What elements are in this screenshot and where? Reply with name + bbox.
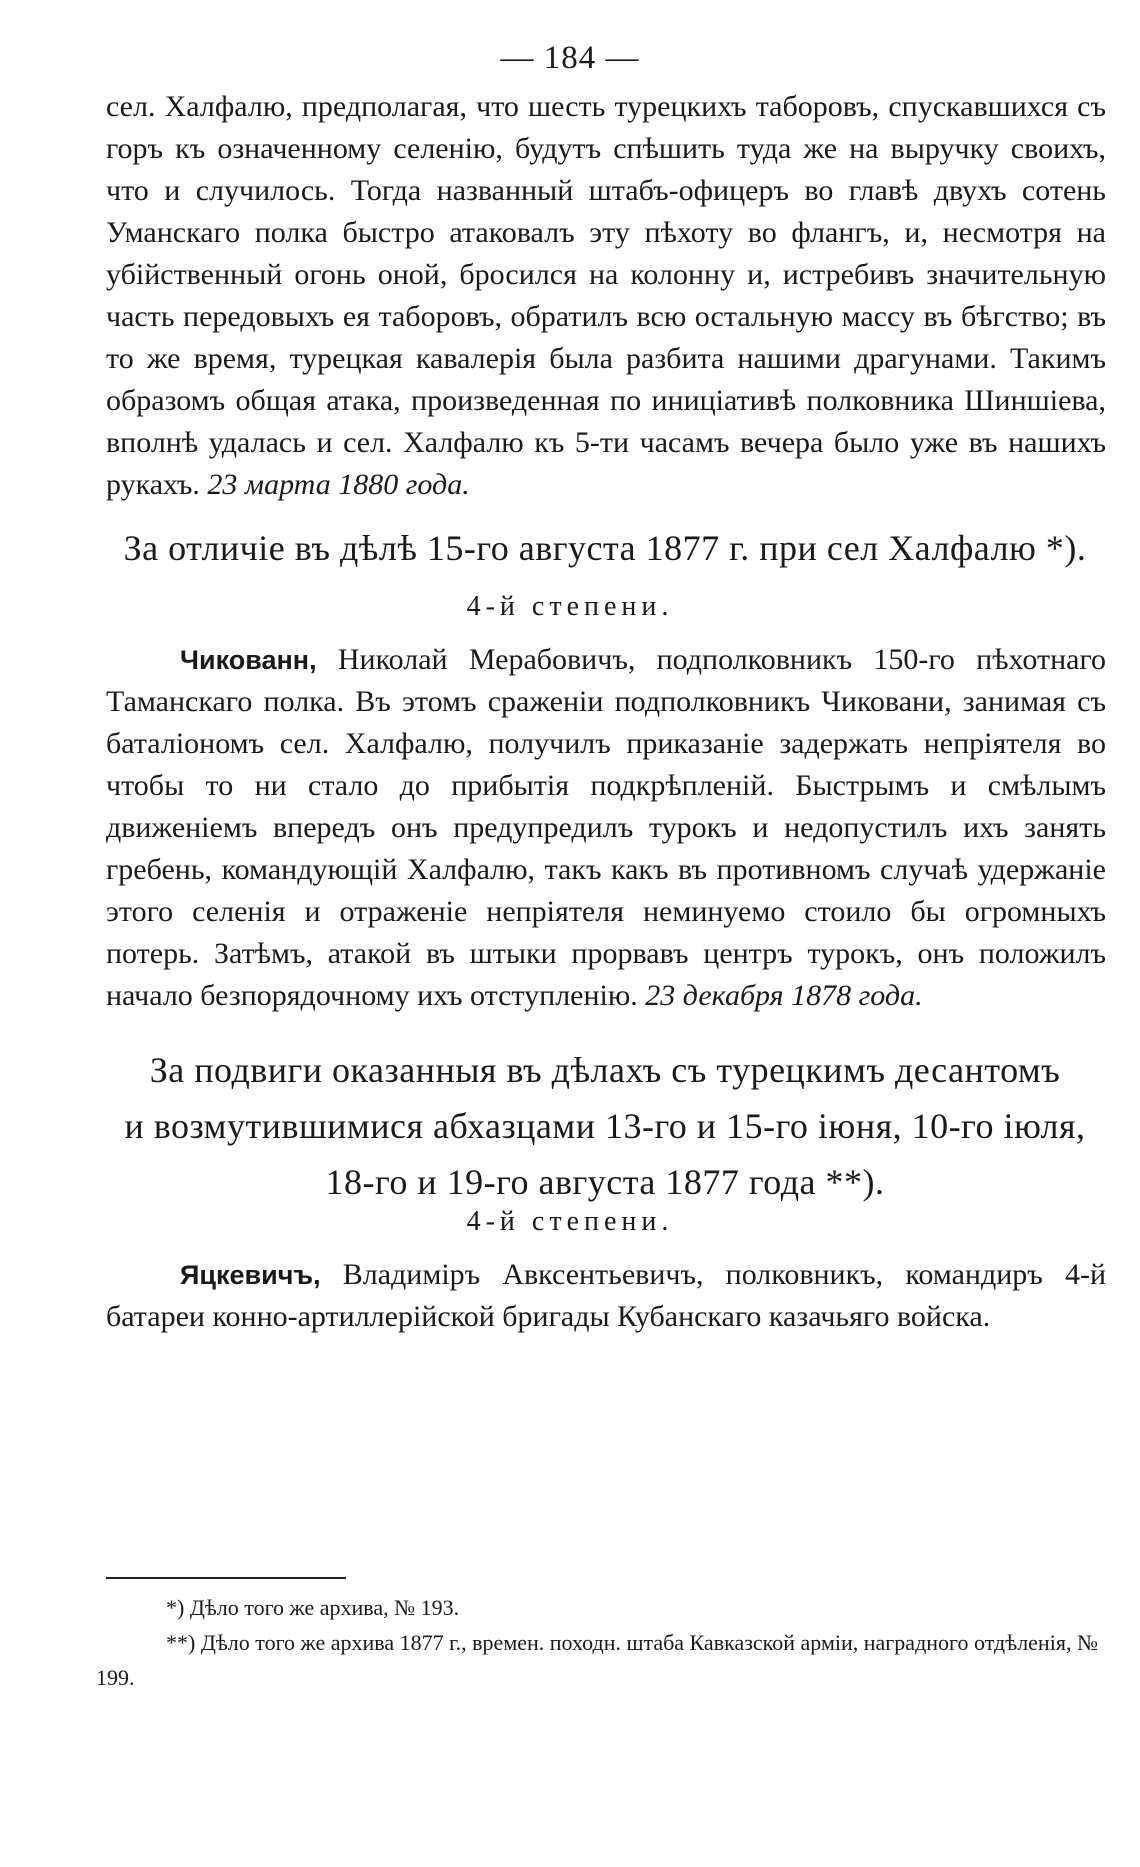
section1-date: 23 декабря 1878 года.	[645, 979, 923, 1012]
section2-heading-line1: За подвиги оказанныя въ дѣлахъ съ турецкимъ десантомъ	[149, 1050, 1061, 1090]
footnote-2: **) Дѣло того же архива 1877 г., времен. походн. штаба Кавказской арміи, наградного отдѣленія, № 199.	[96, 1630, 1098, 1690]
section2-heading	[100, 1042, 1110, 1210]
intro-paragraph	[106, 86, 1106, 506]
section1-text: Николай Мерабовичъ, подполковникъ 150-го пѣхотнаго Таманскаго полка. Въ этомъ сраженіи подполковникъ Чиковани, занимая съ баталіономъ сел. Халфалю, получилъ приказаніе задержать непріятеля во чтобы то ни стало до прибытія подкрѣпленій. Быстрымъ и смѣлымъ движеніемъ впередъ онъ предупредилъ турокъ и недопустилъ ихъ занять гребень, командующій Халфалю, такъ какъ въ противномъ случаѣ удержаніе этого селенія и отраженіе непріятеля неминуемо стоило бы огромныхъ потерь. Затѣмъ, атакой въ штыки прорвавъ центръ турокъ, онъ положилъ начало безпорядочному ихъ отступленію.	[106, 643, 1107, 1012]
footnote-1: *) Дѣло того же архива, № 193.	[166, 1595, 460, 1620]
intro-date: 23 марта 1880 года.	[207, 468, 470, 501]
section2-degree: 4-й степени.	[466, 1206, 674, 1237]
section2-heading-line2: и возмутившимися абхазцами 13-го и 15-го іюня, 10-го іюля,	[124, 1106, 1086, 1146]
section1-paragraph	[106, 639, 1106, 1017]
section2-text: Владиміръ Авксентьевичъ, полковникъ, командиръ 4-й батареи конно-артиллерійской бригады Кубанскаго казачьяго войска.	[106, 1258, 1106, 1333]
section1-name: Чикованн,	[180, 645, 317, 675]
footnote-divider	[106, 1577, 346, 1579]
page-number: — 184 —	[500, 40, 640, 76]
section2-heading-line3: 18-го и 19-го августа 1877 года **).	[325, 1162, 885, 1202]
section1-degree: 4-й степени.	[466, 591, 674, 622]
section2-paragraph	[106, 1254, 1106, 1338]
intro-text: сел. Халфалю, предполагая, что шесть турецкихъ таборовъ, спускавшихся съ горъ къ означенному селенію, будутъ спѣшить туда же на выручку своихъ, что и случилось. Тогда названный штабъ-офицеръ во главѣ двухъ сотень Уманскаго полка быстро атаковалъ эту пѣхоту во флангъ, и, несмотря на убійственный огонь оной, бросился на колонну и, истребивъ значительную часть передовыхъ ея таборовъ, обратилъ всю остальную массу въ бѣгство; въ то же время, турецкая кавалерія была разбита нашими драгунами. Такимъ образомъ общая атака, произведенная по иниціативѣ полковника Шиншіева, вполнѣ удалась и сел. Халфалю къ 5-ти часамъ вечера было уже въ нашихъ рукахъ.	[106, 90, 1106, 501]
footnotes	[96, 1590, 1106, 1695]
section2-name: Яцкевичъ,	[180, 1260, 321, 1290]
section1-heading: За отличіе въ дѣлѣ 15-го августа 1877 г. при сел Халфалю *).	[123, 528, 1087, 568]
